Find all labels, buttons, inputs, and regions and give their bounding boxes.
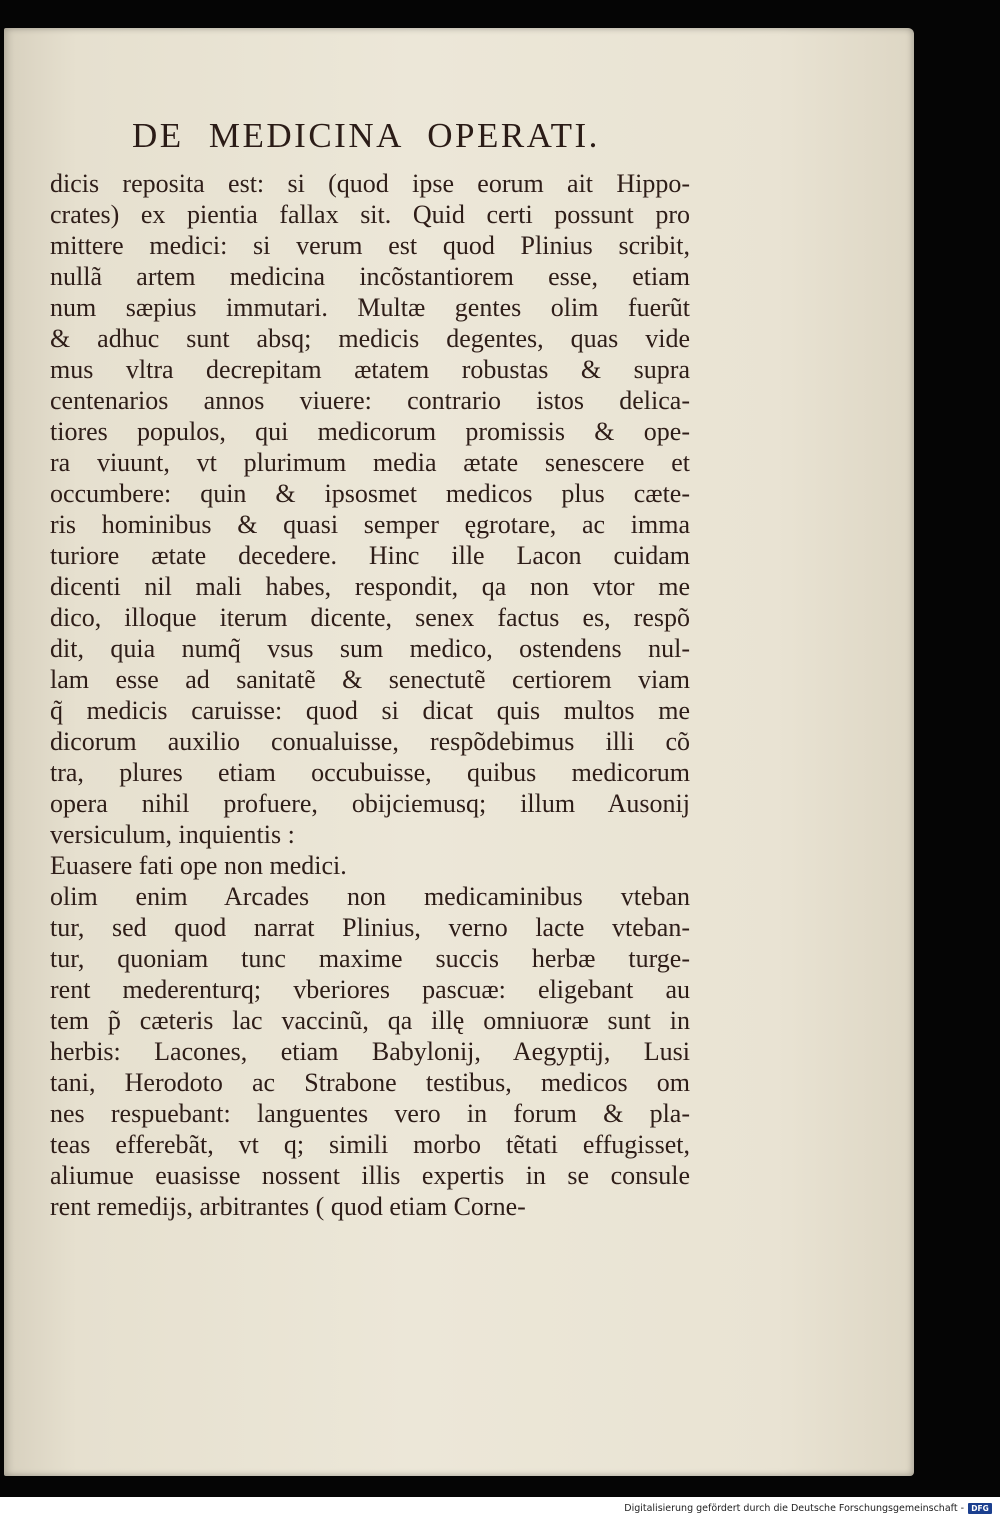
- text-line: occumbere: quin & ipsosmet medicos plus cæte-: [50, 479, 690, 508]
- text-line: tem p̃ cæteris lac vaccinũ, qa illę omniuoræ sunt in: [50, 1006, 690, 1035]
- dfg-logo-icon: DFG: [968, 1503, 992, 1514]
- text-line: centenarios annos viuere: contrario istos delica-: [50, 386, 690, 415]
- text-line: rent remedijs, arbitrantes ( quod etiam Corne-: [50, 1192, 526, 1221]
- text-line: nes respuebant: languentes vero in forum & pla-: [50, 1099, 690, 1128]
- text-line: dicenti nil mali habes, respondit, qa non vtor me: [50, 572, 690, 601]
- body-text: [50, 168, 690, 1222]
- text-line: tani, Herodoto ac Strabone testibus, medicos om: [50, 1068, 690, 1097]
- text-line: turiore ætate decedere. Hinc ille Lacon cuidam: [50, 541, 690, 570]
- funding-credit: Digitalisierung gefördert durch die Deutsche Forschungsgemeinschaft -: [624, 1503, 964, 1514]
- text-line: dico, illoque iterum dicente, senex factus es, respõ: [50, 603, 690, 632]
- text-line: mus vltra decrepitam ætatem robustas & supra: [50, 355, 690, 384]
- text-line: tur, quoniam tunc maxime succis herbæ turge-: [50, 944, 690, 973]
- text-line: ris hominibus & quasi semper ęgrotare, ac imma: [50, 510, 690, 539]
- text-line: herbis: Lacones, etiam Babylonij, Aegyptij, Lusi: [50, 1037, 690, 1066]
- book-page: [4, 28, 914, 1476]
- text-line: tur, sed quod narrat Plinius, verno lacte vteban-: [50, 913, 690, 942]
- text-line: nullã artem medicina incõstantiorem esse, etiam: [50, 262, 690, 291]
- text-line: ra viuunt, vt plurimum media ætate senescere et: [50, 448, 690, 477]
- text-line: lam esse ad sanitatẽ & senectutẽ certiorem viam: [50, 665, 690, 694]
- text-line: tra, plures etiam occubuisse, quibus medicorum: [50, 758, 690, 787]
- text-line: Euasere fati ope non medici.: [50, 851, 347, 880]
- text-line: crates) ex pientia fallax sit. Quid certi possunt pro: [50, 200, 690, 229]
- text-line: & adhuc sunt absq; medicis degentes, quas vide: [50, 324, 690, 353]
- text-line: num sæpius immutari. Multæ gentes olim fuerũt: [50, 293, 690, 322]
- text-line: dicorum auxilio conualuisse, respõdebimus illi cõ: [50, 727, 690, 756]
- text-line: q̃ medicis caruisse: quod si dicat quis multos me: [50, 696, 690, 725]
- text-line: dit, quia numq̃ vsus sum medico, ostendens nul-: [50, 634, 690, 663]
- text-line: teas efferebãt, vt q; simili morbo tẽtati effugisset,: [50, 1130, 690, 1159]
- text-line: tiores populos, qui medicorum promissis & ope-: [50, 417, 690, 446]
- text-line: dicis reposita est: si (quod ipse eorum ait Hippo-: [50, 169, 690, 198]
- text-line: mittere medici: si verum est quod Plinius scribit,: [50, 231, 690, 260]
- running-head: DE MEDICINA OPERATI.: [132, 116, 600, 155]
- text-line: aliumue euasisse nossent illis expertis in se consule: [50, 1161, 690, 1190]
- text-line: versiculum, inquientis :: [50, 820, 295, 849]
- text-line: olim enim Arcades non medicaminibus vteban: [50, 882, 690, 911]
- text-line: opera nihil profuere, obijciemusq; illum Ausonij: [50, 789, 690, 818]
- text-line: rent mederenturq; vberiores pascuæ: eligebant au: [50, 975, 690, 1004]
